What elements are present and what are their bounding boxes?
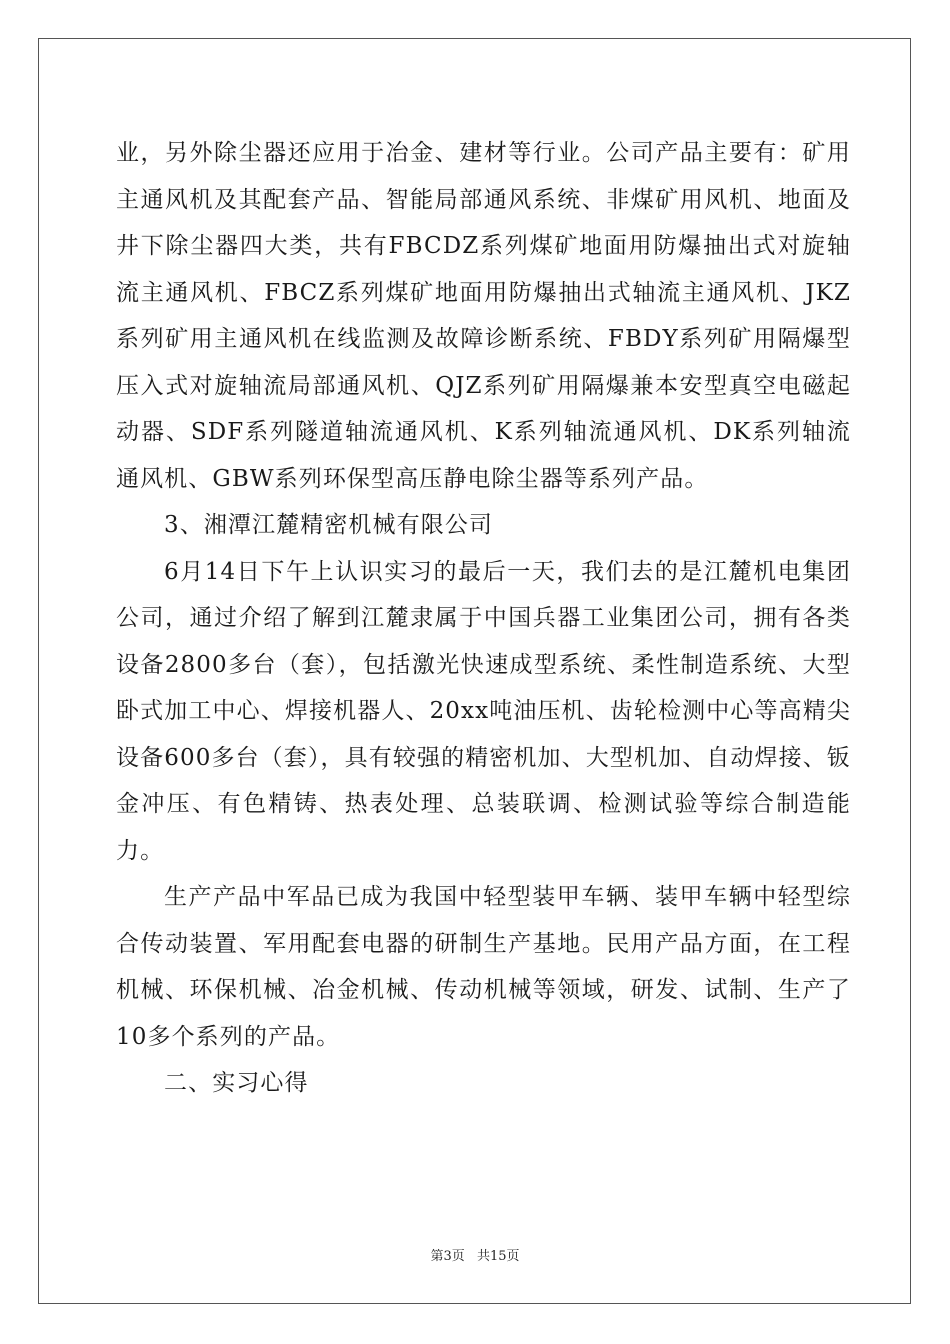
paragraph-jianglu-visit: 6月14日下午上认识实习的最后一天，我们去的是江麓机电集团公司，通过介绍了解到江麓隶属于中国兵器工业集团公司，拥有各类设备2800多台（套），包括激光快速成型系统、柔性制造系统、大型卧式加工中心、焊接机器人、20xx吨油压机、齿轮检测中心等高精尖设备600多台（套），具有较强的精密机加、大型机加、自动焊接、钣金冲压、有色精铸、热表处理、总装联调、检测试验等综合制造能力。 [116, 558, 851, 864]
section-heading-experience: 二、实习心得 [164, 1070, 309, 1096]
paragraph-products: 生产产品中军品已成为我国中轻型装甲车辆、装甲车辆中轻型综合传动装置、军用配套电器的研制生产基地。民用产品方面，在工程机械、环保机械、冶金机械、传动机械等领域，研发、试制、生产了10多个系列的产品。 [116, 884, 851, 1050]
page-footer [0, 1245, 950, 1264]
section-heading-jianglu: 3、湘潭江麓精密机械有限公司 [164, 512, 494, 538]
page-total: 共15页 [476, 1249, 520, 1264]
paragraph-product-list: 业，另外除尘器还应用于冶金、建材等行业。公司产品主要有：矿用主通风机及其配套产品、智能局部通风系统、非煤矿用风机、地面及井下除尘器四大类，共有FBCDZ系列煤矿地面用防爆抽出式对旋轴流主通风机、FBCZ系列煤矿地面用防爆抽出式轴流主通风机、JKZ系列矿用主通风机在线监测及故障诊断系统、FBDY系列矿用隔爆型压入式对旋轴流局部通风机、QJZ系列矿用隔爆兼本安型真空电磁起动器、SDF系列隧道轴流通风机、K系列轴流通风机、DK系列轴流通风机、GBW系列环保型高压静电除尘器等系列产品。 [116, 140, 851, 492]
document-body [116, 130, 851, 1107]
page-number: 第3页 [430, 1249, 465, 1264]
